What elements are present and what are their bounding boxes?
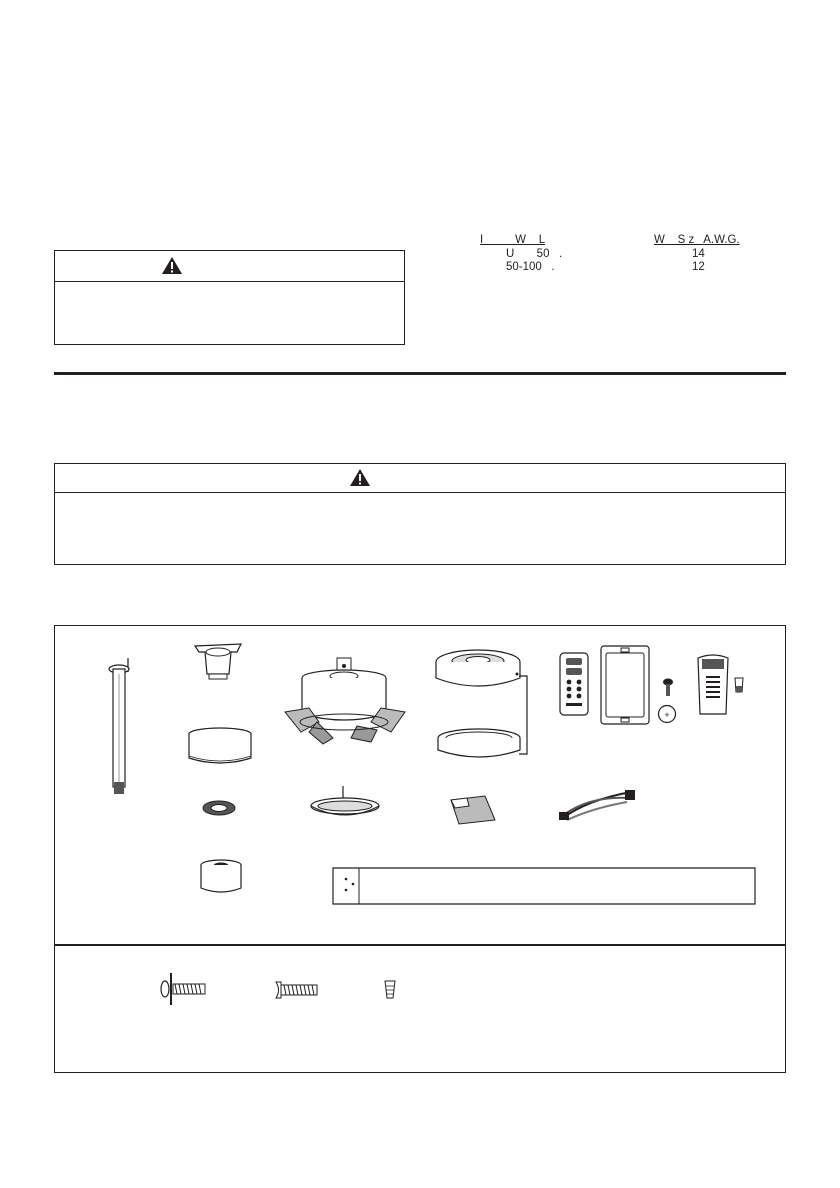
header-wire-size: W S z A.W.G. [654, 234, 740, 246]
caution-box [54, 250, 405, 345]
screw-illustration [275, 980, 319, 1000]
downrod-illustration [99, 654, 139, 804]
parts-divider [55, 944, 785, 946]
battery-icon [657, 704, 677, 724]
hanger-bracket-illustration [191, 640, 245, 684]
coupling-cover-illustration [199, 858, 243, 896]
parts-box [54, 625, 786, 1073]
svg-text:+: + [664, 710, 670, 720]
row-length: U 50 . [506, 248, 563, 260]
assembly-connector-line [511, 674, 533, 758]
row-size: 14 [692, 248, 705, 260]
wire-table-row [478, 261, 758, 274]
fan-blade-illustration [331, 864, 759, 908]
wire-nut-icon [733, 676, 745, 694]
wiring-harness-illustration [557, 786, 637, 826]
light-kit-plate-illustration [307, 784, 383, 824]
wall-screw-icon [661, 678, 675, 698]
warning-triangle-icon [349, 468, 371, 487]
canopy-illustration [187, 726, 253, 768]
canopy-ring-illustration [201, 798, 237, 818]
warning-header [55, 464, 785, 493]
section-divider [54, 372, 786, 375]
wire-gauge-table [478, 234, 758, 273]
blade-screw-washer-illustration [159, 972, 207, 1006]
switch-housing-illustration [433, 648, 523, 694]
wire-nut-icon [383, 978, 397, 1000]
row-length: 50-100 . [506, 260, 555, 273]
wall-holder-illustration [599, 644, 651, 726]
motor-assembly-illustration [279, 656, 411, 748]
light-kit-ring-illustration [435, 726, 523, 766]
receiver-illustration [695, 652, 731, 716]
wire-table-row [478, 248, 758, 261]
wire-table-header [478, 234, 758, 248]
remote-control-illustration [559, 652, 589, 716]
warning-box [54, 463, 786, 565]
balancing-kit-illustration [447, 794, 499, 826]
header-wire-length: I W L [480, 234, 546, 246]
caution-header [55, 251, 404, 282]
row-size: 12 [692, 260, 705, 273]
warning-triangle-icon [161, 256, 183, 275]
